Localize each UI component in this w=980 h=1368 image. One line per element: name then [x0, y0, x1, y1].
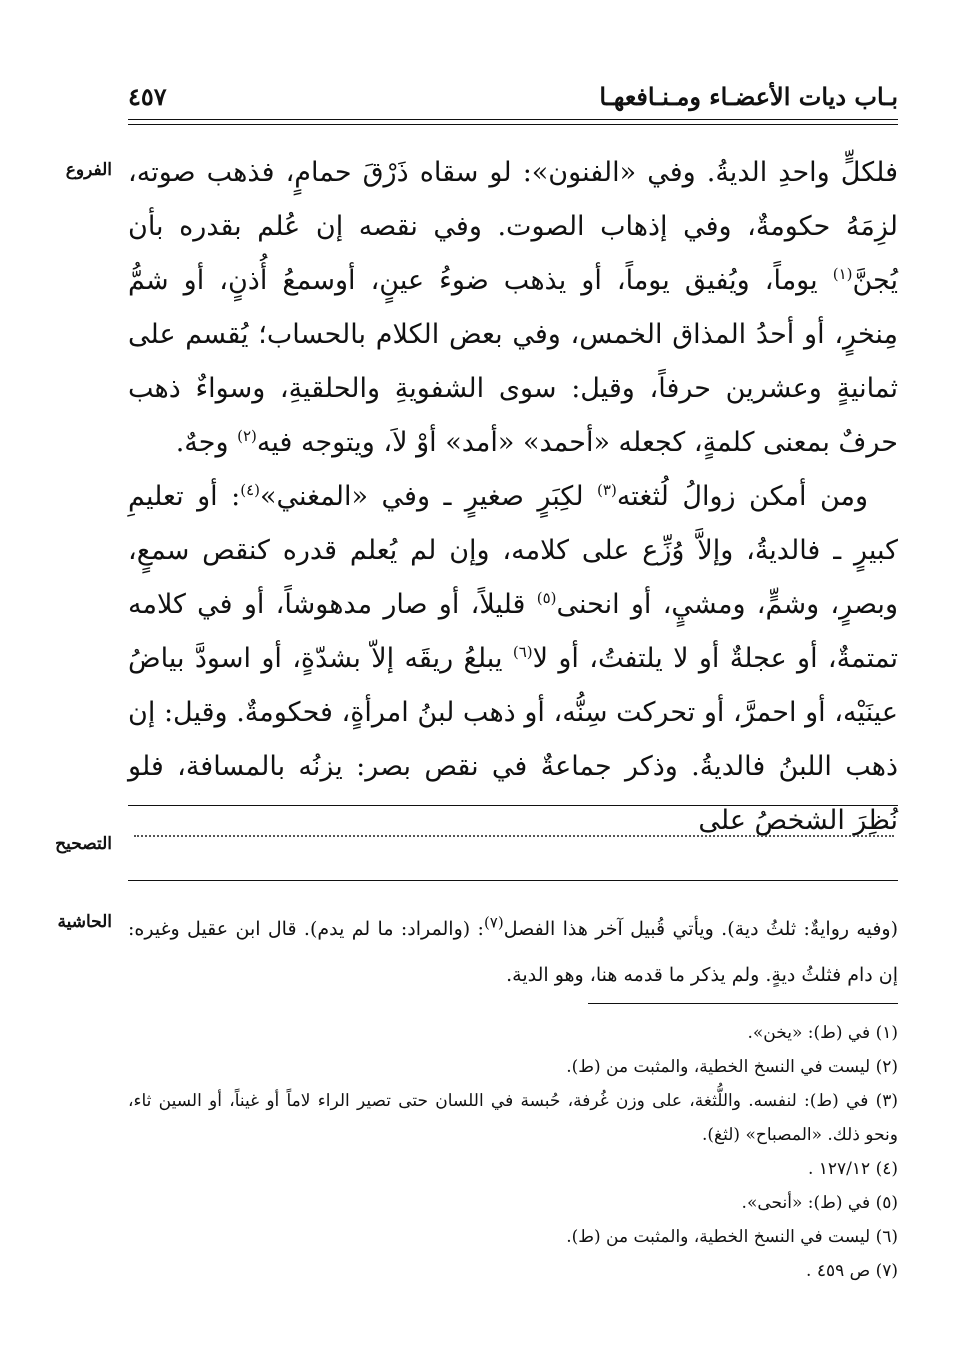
text-run: قليلاً، أو صار مدهوشاً، أو في كلامه تمتمةٌ، أو عجلةٌ أو لا يلتفتُ، أو لا — [128, 589, 898, 674]
section-rule — [128, 805, 898, 806]
text-run: يبلعُ ريقَه إلاّ بشدّةٍ، أو اسودَّ بياضُ عينَيْه، أو احمرَّ، أو تحركت سِنُّه، أو ذهب لبنُ امرأةٍ، فحكومةٌ. وقيل: إن ذهب اللبنُ فالديةُ. وذكر جماعةٌ في نقص بصر: يزنُه بالمسافة، فلو نُظِرَ الشخصُ على — [128, 643, 898, 836]
footnote-separator — [588, 1003, 898, 1004]
footnote-ref-7[interactable]: (٧) — [483, 913, 504, 932]
text-run: : (والمراد: ما لم يدم). قال ابن عقيل وغيره: إن دام فثلثُ ديةٍ. ولم يذكر ما قدمه هنا، وهو الدية. — [128, 918, 898, 986]
text-run: فلكلٍّ واحدِ الديةُ. وفي «الفنون»: لو سقاه ذَرْقَ حمامٍ، فذهب صوته، لزِمَهُ حكومةٌ، وفي إذهاب الصوت. وفي نقصه إن عُلم بقدره بأن يُجنَّ — [128, 157, 898, 296]
side-label-furu: الفروع — [65, 160, 112, 180]
header-rule-top — [128, 119, 898, 120]
page-number: ٤٥٧ — [128, 82, 167, 111]
footnote-6: (٦) ليست في النسخ الخطية، والمثبت من (ط). — [566, 1227, 898, 1247]
side-label-tashih: التصحيح — [55, 834, 112, 854]
tashih-dotted-line — [134, 835, 894, 837]
footnotes — [128, 1016, 898, 1288]
text-run: لكِبَرٍ صغيرٍ ـ وفي «المغني» — [260, 481, 584, 512]
text-run: وجهٌ. — [175, 427, 229, 458]
footnote-ref-3[interactable]: (٣) — [597, 481, 617, 499]
main-text — [128, 146, 898, 848]
text-run: : أو تعليمِ كبيرٍ ـ فالديةُ، وإلاَّ وُزِّع على كلامه، وإن لم يُعلم قدره كنقص سمعٍ، وبصرٍ، وشمٍّ، ومشيٍ، أو انحنى — [128, 481, 898, 620]
footnote-ref-1[interactable]: (١) — [832, 265, 853, 283]
footnote-ref-5[interactable]: (٥) — [536, 589, 557, 607]
footnote-5: (٥) في (ط): «أنحى». — [741, 1193, 898, 1213]
hashiya-text — [128, 906, 898, 998]
text-run: (وفيه روايةٌ: ثلثُ دية). ويأتي قُبيل آخر هذا الفصل — [503, 918, 898, 940]
main-paragraph-2 — [128, 470, 898, 848]
main-paragraph-1 — [128, 146, 898, 470]
running-title: بـاب ديات الأعضـاء ومـنـافعهـا — [599, 82, 898, 111]
side-label-hashiya: الحاشية — [57, 912, 112, 932]
footnote-2: (٢) ليست في النسخ الخطية، والمثبت من (ط). — [566, 1057, 898, 1077]
text-run: ومن أمكن زوالُ لُثغته — [616, 481, 868, 512]
footnote-ref-2[interactable]: (٢) — [237, 427, 257, 445]
footnote-4: (٤) ١٢٧/١٢ . — [807, 1159, 898, 1179]
footnote-1: (١) في (ط): «يخن». — [747, 1023, 898, 1043]
footnote-7: (٧) ص ٤٥٩ . — [806, 1261, 898, 1281]
hashiya-paragraph — [128, 906, 898, 998]
page-header — [128, 74, 898, 120]
header-rule-bottom — [128, 124, 898, 125]
text-run: يوماً، ويُفيق يوماً، أو يذهب ضوءُ عينٍ، أوسمعُ أُذنٍ، أو شمُّ مِنخرٍ، أو أحدُ المذاق الخمس، وفي بعض الكلام بالحساب؛ يُقسم على ثمانيةٍ وعشرين حرفاً، وقيل: سوى الشفويةِ والحلقيةِ، وسواءٌ ذهب حرفٌ بمعنى كلمةٍ، كجعله «أحمد» «أمد» أوْ لاَ، ويتوجه فيه — [128, 265, 898, 458]
footnote-ref-4[interactable]: (٤) — [240, 481, 260, 499]
footnote-3: (٣) في (ط): لنفسه. واللُّثغة، على وزن غُرفة، حُبسة في اللسان حتى تصير الراء لاماً أو غيناً، أو السين ثاء، ونحو ذلك. «المصباح» (لثغ). — [128, 1091, 898, 1145]
section-rule — [128, 880, 898, 881]
footnote-ref-6[interactable]: (٦) — [512, 643, 533, 661]
